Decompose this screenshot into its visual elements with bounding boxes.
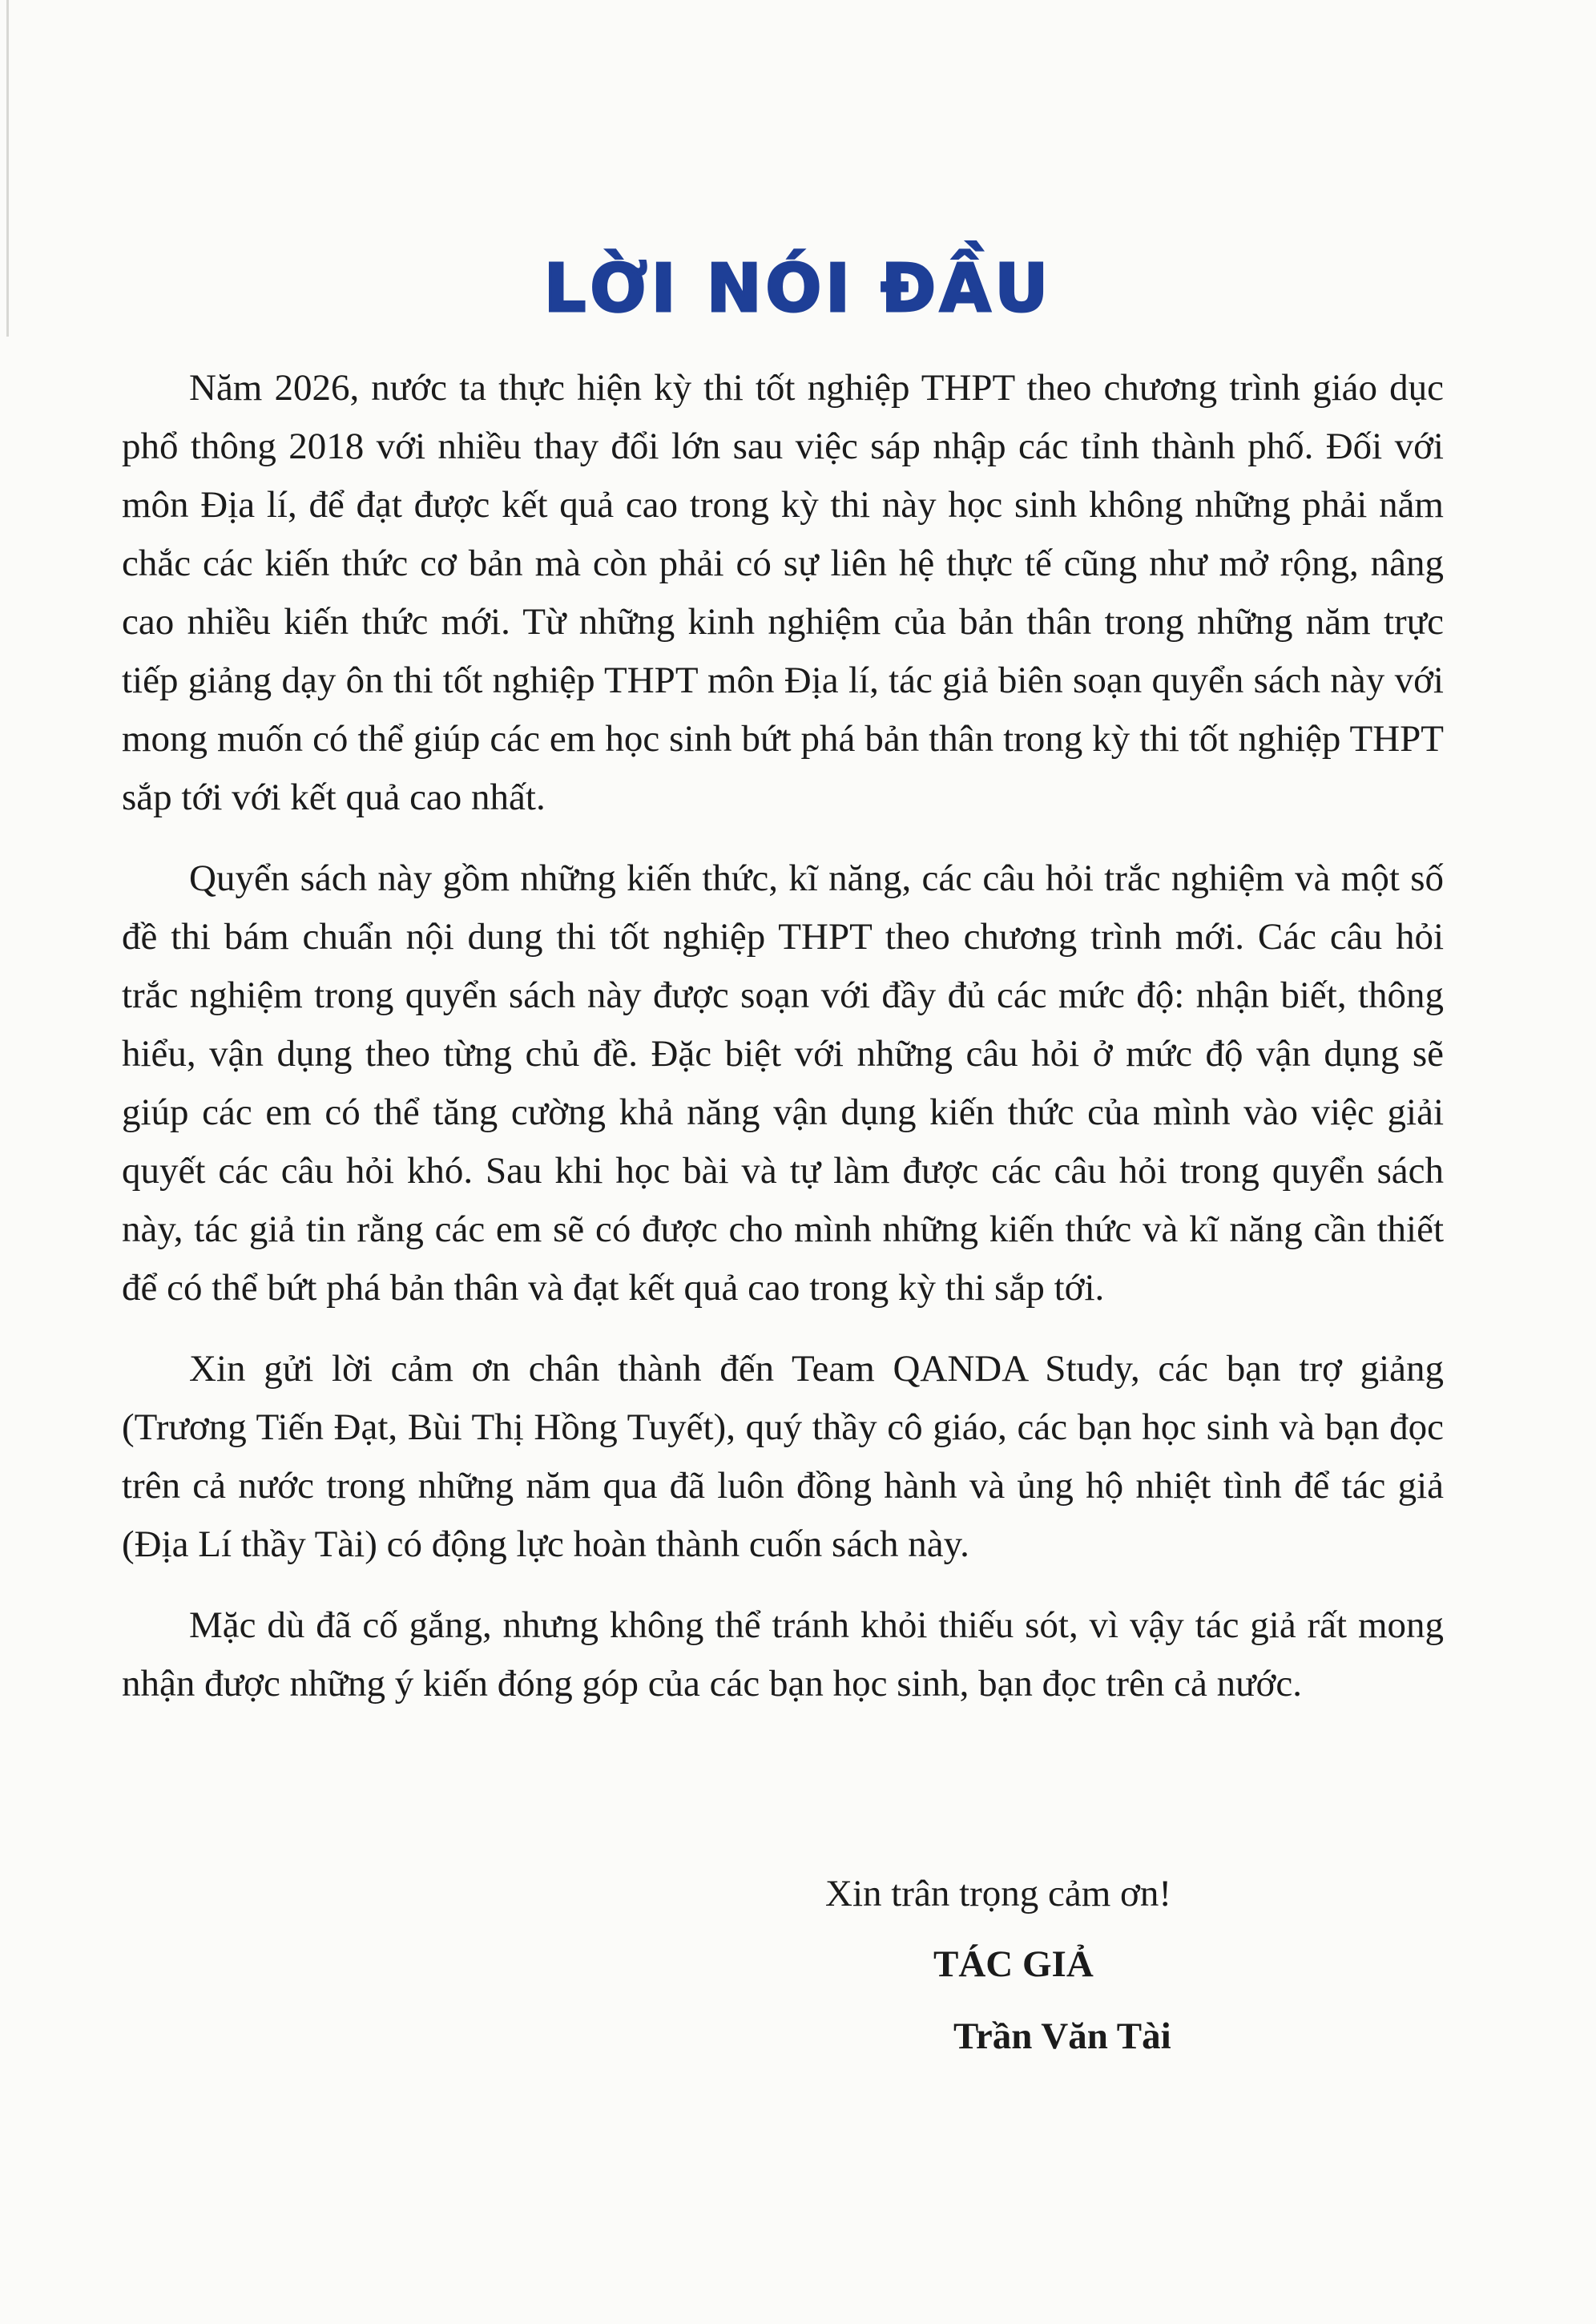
paragraph-3: Xin gửi lời cảm ơn chân thành đến Team QANDA Study, các bạn trợ giảng (Trương Tiến Đạt, Bùi Thị Hồng Tuyết), quý thầy cô giáo, các bạn học sinh và bạn đọc trên cả nước trong những năm qua đã luôn đồng hành và ủng hộ nhiệt tình để tác giả (Địa Lí thầy Tài) có động lực hoàn thành cuốn sách này. — [122, 1348, 1444, 1565]
page-title: LỜI NÓI ĐẦU — [543, 250, 1053, 327]
author-name: Trần Văn Tài — [953, 2015, 1171, 2057]
preface-body — [122, 359, 1444, 1736]
closing-thanks: Xin trân trọng cảm ơn! — [825, 1873, 1172, 1914]
paragraph-1: Năm 2026, nước ta thực hiện kỳ thi tốt nghiệp THPT theo chương trình giáo dục phổ thông 2018 với nhiều thay đổi lớn sau việc sáp nhập các tỉnh thành phố. Đối với môn Địa lí, để đạt được kết quả cao trong kỳ thi này học sinh không những phải nắm chắc các kiến thức cơ bản mà còn phải có sự liên hệ thực tế cũng như mở rộng, nâng cao nhiều kiến thức mới. Từ những kinh nghiệm của bản thân trong những năm trực tiếp giảng dạy ôn thi tốt nghiệp THPT môn Địa lí, tác giả biên soạn quyển sách này với mong muốn có thể giúp các em học sinh bứt phá bản thân trong kỳ thi tốt nghiệp THPT sắp tới với kết quả cao nhất. — [122, 367, 1444, 818]
paragraph-4: Mặc dù đã cố gắng, nhưng không thể tránh khỏi thiếu sót, vì vậy tác giả rất mong nhận được những ý kiến đóng góp của các bạn học sinh, bạn đọc trên cả nước. — [122, 1604, 1444, 1705]
paragraph-2: Quyển sách này gồm những kiến thức, kĩ năng, các câu hỏi trắc nghiệm và một số đề thi bám chuẩn nội dung thi tốt nghiệp THPT theo chương trình mới. Các câu hỏi trắc nghiệm trong quyển sách này được soạn với đầy đủ các mức độ: nhận biết, thông hiểu, vận dụng theo từng chủ đề. Đặc biệt với những câu hỏi ở mức độ vận dụng sẽ giúp các em có thể tăng cường khả năng vận dụng kiến thức của mình vào việc giải quyết các câu hỏi khó. Sau khi học bài và tự làm được các câu hỏi trong quyển sách này, tác giả tin rằng các em sẽ có được cho mình những kiến thức và kĩ năng cần thiết để có thể bứt phá bản thân và đạt kết quả cao trong kỳ thi sắp tới. — [122, 857, 1444, 1309]
author-label: TÁC GIẢ — [933, 1943, 1094, 1985]
